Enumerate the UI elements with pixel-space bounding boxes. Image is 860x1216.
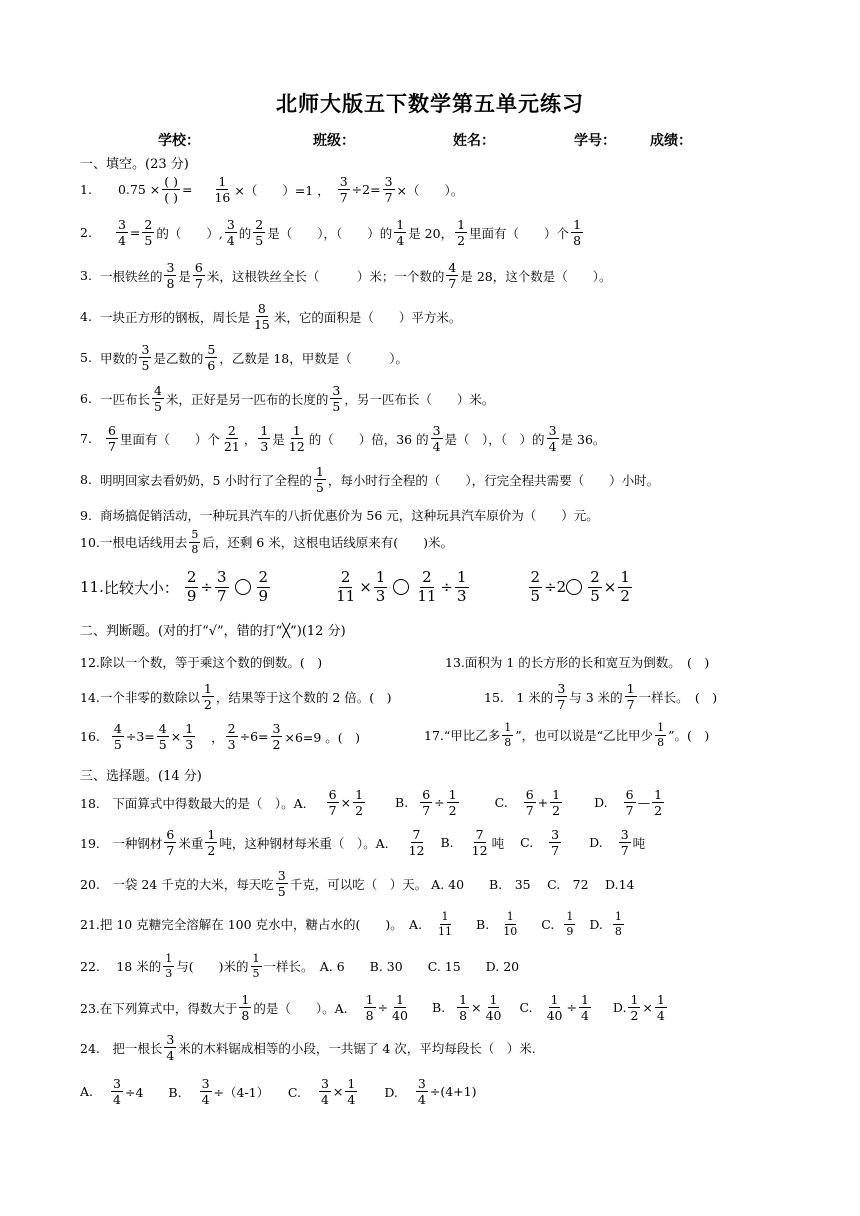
fraction: 1 8: [573, 217, 582, 249]
fraction: $\frac{1}{4}$: [656, 992, 665, 1024]
q-text: 一根铁丝的: [99, 268, 163, 284]
fraction: 6 7: [525, 787, 534, 819]
fraction: $\frac{1}{16}$: [214, 174, 231, 206]
q-text: ，: [243, 431, 257, 447]
q-text: 是: [178, 268, 191, 284]
q-text: 是: [272, 431, 285, 447]
fraction: 1 8: [504, 721, 512, 749]
q-text: 后，还剩 6 米，这根电话线原来有( )米。: [202, 535, 454, 551]
q-text: 的（ ）倍，36 的: [308, 431, 429, 447]
q-text: 0.75 ×: [117, 182, 161, 198]
fraction: $\frac{1}{8}$: [459, 992, 468, 1024]
fraction: 1 8: [241, 992, 250, 1024]
fraction: 5 8: [191, 528, 199, 556]
q-text: ÷2=: [351, 182, 381, 198]
question-7: [80, 424, 605, 453]
fraction: $\frac{4}{5}$: [158, 721, 167, 753]
q-text: 明明回家去看奶奶，5 小时行了全程的: [99, 472, 312, 488]
fraction: $\frac{1}{2}$: [355, 787, 364, 819]
fraction: 3 5: [277, 868, 286, 900]
fraction: 4 7: [448, 260, 457, 292]
q-text: 米，正好是另一匹布的长度的: [165, 391, 329, 407]
fraction: 1 11: [438, 910, 453, 938]
compare-circle[interactable]: [566, 579, 582, 595]
question-13: 13.面积为 1 的长方形的长和宽互为倒数。 ( ): [445, 655, 710, 670]
question-14: 14.一个非零的数除以 1 2 ，结果等于这个数的 2 倍。( ): [80, 681, 392, 713]
q-text: 是 28，这个数是（ ）。: [460, 268, 612, 284]
fraction: 1 12: [288, 423, 305, 455]
fraction: $\frac{1}{3}$: [456, 568, 467, 605]
fraction: $\frac{3}{7}$: [384, 174, 393, 206]
question-11: 11. 比较大小： $\frac{2}{9}$ ÷ $\frac{3}{7}$ 2 9 $\frac{2}{11}$ × $\frac{1}{3}$ $\frac{2}{11}$ ÷ $\frac{1}{3}$ $\frac{2}{5}$ ÷2 $\frac{2}{5}$ × $\frac{1}{2}$: [80, 568, 630, 605]
q-text: ，另一匹布长（ ）米。: [344, 391, 495, 407]
question-24-options: A. $\frac{3}{4}$ ÷4 B. $\frac{3}{4}$ ÷（4-1） C. $\frac{3}{4}$ × $\frac{1}{4}$ D. $\frac{3}{4}$ ÷(4+1): [80, 1076, 477, 1108]
fraction: 1 3: [165, 952, 173, 980]
q-text: ，每小时行全程的（ ），行完全程共需要（ ）小时。: [327, 472, 660, 488]
fraction: 6 7: [107, 423, 116, 455]
question-5: [80, 343, 408, 372]
fraction: 1 3: [260, 423, 269, 455]
q-text: 的（ ）,: [156, 225, 223, 241]
fraction: 3 5: [332, 383, 341, 415]
q-text: 是（ ），（ ）的: [444, 431, 545, 447]
question-21: 21.把 10 克糖完全溶解在 100 克水中，糖占水的( )。 A. 1 11 B. 1 10 C. 1 9 D. 1 8: [80, 910, 622, 938]
q-text: 里面有（ ）个: [469, 225, 570, 241]
fraction: 3 7: [620, 827, 629, 859]
fraction: 3 4: [432, 423, 441, 455]
question-22: 22. 18 米的 1 3 与( )米的 1 5 一样长。 A. 6 B. 30 C. 15 D. 20: [80, 952, 520, 980]
q-text: ×（ ）。: [396, 182, 464, 198]
fraction: $\frac{3}{7}$: [339, 174, 348, 206]
fraction: $\frac{1}{2}$: [620, 568, 630, 605]
fraction: 2 9: [258, 568, 269, 605]
fraction: $\frac{1}{3}$: [375, 568, 386, 605]
question-9: [80, 506, 599, 524]
class-label: 班级：: [313, 133, 355, 149]
q-text: 是 20，: [408, 225, 454, 241]
fraction: $\frac{2}{11}$: [417, 568, 437, 605]
fraction: 1 7: [626, 681, 635, 713]
fraction: 6 7: [625, 787, 634, 819]
fraction: $\frac{3}{4}$: [417, 1076, 426, 1108]
score-label: 成绩：: [650, 133, 692, 149]
question-17: 17.“甲比乙多 1 8 ”，也可以说是“乙比甲少 1 8 ”。( ): [424, 721, 710, 749]
q-text: ，乙数是 18，甲数是（ ）。: [219, 350, 409, 366]
question-1: [80, 175, 463, 204]
fraction: $\frac{3}{7}$: [217, 568, 227, 605]
q-number: 1.: [80, 182, 92, 198]
question-3: [80, 261, 611, 290]
fraction: 3 7: [551, 827, 560, 859]
q-text: 是 36。: [560, 431, 606, 447]
q-number: 11.: [80, 578, 104, 597]
question-8: [80, 465, 659, 494]
q-text: 一块正方形的钢板，周长是: [99, 309, 250, 325]
fraction: $\frac{2}{5}$: [530, 568, 541, 605]
fraction: $\frac{4}{5}$: [113, 721, 122, 753]
fraction: 7 12: [408, 827, 425, 859]
fraction: $\frac{1}{40}$: [546, 992, 563, 1024]
fraction: 1 2: [203, 681, 212, 713]
fraction: 1 8: [657, 721, 665, 749]
fraction: 5 6: [207, 342, 216, 374]
question-4: [80, 302, 461, 331]
fraction: 1 10: [503, 910, 518, 938]
fraction: $\frac{2}{5}$: [590, 568, 600, 605]
question-23: 23.在下列算式中，得数大于 1 8 的是（ ）。A. $\frac{1}{8}$ ÷ $\frac{1}{40}$ B. $\frac{1}{8}$ × $\frac{1}{40}$ C. $\frac{1}{40}$ ÷ $\frac{1}{4}$ D. $\frac{1}{2}$ × $\frac{1}{4}$: [80, 992, 665, 1024]
question-18: 18. 下面算式中得数最大的是（ ）。A. $\frac{6}{7}$ × $\frac{1}{2}$ B. $\frac{6}{7}$ ÷ $\frac{1}{2}$ C. 6 7 + $\frac{1}{2}$ D. 6 7 — 1 2: [80, 787, 663, 819]
question-12: 12.除以一个数，等于乘这个数的倒数。( ): [80, 655, 323, 670]
q-number: 7.: [80, 431, 92, 447]
fraction: $\frac{3}{4}$: [117, 217, 126, 249]
fraction: 2 5: [255, 217, 264, 249]
question-6: [80, 384, 494, 413]
fraction: $\frac{3}{2}$: [272, 721, 281, 753]
fraction: $\frac{2}{9}$: [186, 568, 197, 605]
fraction: $\frac{3}{4}$: [320, 1076, 329, 1108]
fraction: 1 2: [207, 827, 216, 859]
question-2: 2. $\frac{3}{4}$ = $\frac{2}{5}$ 的（ ）, 3 4 的 2 5 是（ ），（ ）的 1 4 是 20， 1 2 里面有（ ）个 1 8: [80, 217, 582, 249]
question-10: [80, 529, 453, 555]
fraction: 6 7: [194, 260, 203, 292]
fraction: 7 12: [471, 827, 488, 859]
q-number: 5.: [80, 350, 92, 366]
q-text: 商场搞促销活动，一种玩具汽车的八折优惠价为 56 元，这种玩具汽车原价为（ ）元。: [99, 508, 599, 523]
q-number: 2.: [80, 225, 92, 241]
fraction: 1 9: [566, 910, 574, 938]
fraction: 1 2: [457, 217, 466, 249]
q-number: 8.: [80, 472, 92, 488]
fraction: 3 7: [557, 681, 566, 713]
q-text: 是（ ），（ ）的: [267, 225, 393, 241]
question-19: 19. 一种钢材 6 7 米重 1 2 吨，这种钢材每米重（ ）。A. 7 12 B. 7 12 吨 C. 3 7 D. 3 7 吨: [80, 827, 646, 859]
q-text: 一根电话线用去: [99, 535, 188, 551]
fraction: $\frac{1}{2}$: [630, 992, 639, 1024]
fraction: 3 4: [226, 217, 235, 249]
q-text: =: [181, 182, 193, 198]
student-id-label: 学号：: [574, 133, 616, 149]
fraction: 1 4: [396, 217, 405, 249]
question-16: 16. $\frac{4}{5}$ ÷3= $\frac{4}{5}$ × $\frac{1}{3}$ ， $\frac{2}{3}$ ÷6= $\frac{3}{2}$ ×6=9 。( ): [80, 721, 361, 753]
q-number: 3.: [80, 268, 92, 284]
q-text: 一匹布长: [99, 391, 150, 407]
q-text: 甲数的: [99, 350, 138, 366]
q-number: 6.: [80, 391, 92, 407]
q-text: 是乙数的: [153, 350, 204, 366]
fraction: $\frac{6}{7}$: [328, 787, 337, 819]
fraction: $\frac{1}{3}$: [185, 721, 194, 753]
fraction: 2 21: [223, 423, 240, 455]
fraction: $\frac{3}{4}$: [113, 1076, 121, 1108]
compare-circle[interactable]: [235, 579, 251, 595]
fraction: 3 8: [166, 260, 175, 292]
q-number: 4.: [80, 309, 92, 325]
fraction: $\frac{2}{5}$: [144, 217, 153, 249]
question-15: 15. 1 米的 3 7 与 3 米的 1 7 一样长。 ( ): [484, 681, 718, 713]
fraction: $\frac{1}{2}$: [448, 787, 457, 819]
fraction: $\frac{3}{4}$: [201, 1076, 210, 1108]
fraction: 1 8: [614, 910, 622, 938]
section-true-false: 二、判断题。(对的打“√”，错的打“╳”)(12 分): [80, 624, 346, 639]
page-title: 北师大版五下数学第五单元练习: [276, 91, 584, 116]
question-20: 20. 一袋 24 千克的大米，每天吃 3 5 千克，可以吃（ ）天。 A. 40 B. 35 C. 72 D.14: [80, 868, 635, 900]
q-number: 10.: [80, 534, 100, 550]
fraction: 8 15: [253, 301, 270, 333]
fraction: $\frac{1}{40}$: [485, 992, 502, 1024]
q-text: 米，这根铁丝全长（ ）米；一个数的: [206, 268, 445, 284]
section-multiple-choice: 三、选择题。(14 分): [80, 769, 202, 784]
q-text: 的: [238, 225, 252, 241]
fraction: 3 4: [548, 423, 557, 455]
q-text: ×（ ）=1 ，: [234, 182, 330, 198]
q-text: 比较大小：: [103, 578, 179, 597]
fraction: $\frac{6}{7}$: [422, 787, 431, 819]
fraction: $\frac{1}{2}$: [552, 787, 561, 819]
question-24: 24. 把一根长 3 4 米的木料锯成相等的小段，一共锯了 4 次，平均每段长（ ）米.: [80, 1032, 536, 1064]
fraction: 4 5: [153, 383, 162, 415]
fraction: 3 4: [166, 1032, 175, 1064]
fraction: $\frac{1}{40}$: [392, 992, 408, 1024]
school-label: 学校：: [158, 133, 200, 149]
fraction-blank: ( ) ( ): [164, 174, 178, 206]
q-text: 米，它的面积是（ ）平方米。: [273, 309, 462, 325]
q-text: 里面有（ ）个: [119, 431, 220, 447]
q-number: 9.: [80, 507, 92, 523]
section-fill-in: 一、填空。(23 分): [80, 157, 189, 172]
fraction: $\frac{2}{3}$: [227, 721, 236, 753]
name-label: 姓名：: [453, 133, 495, 149]
fraction: $\frac{1}{4}$: [580, 992, 589, 1024]
fraction: 6 7: [166, 827, 175, 859]
fraction: 1 5: [315, 464, 324, 496]
fraction: 1 5: [252, 952, 260, 980]
fraction: $\frac{1}{8}$: [365, 992, 374, 1024]
fraction: $\frac{1}{4}$: [347, 1076, 356, 1108]
compare-circle[interactable]: [393, 579, 409, 595]
fraction: 1 2: [654, 787, 663, 819]
fraction: $\frac{2}{11}$: [336, 568, 356, 605]
fraction: 3 5: [141, 342, 150, 374]
